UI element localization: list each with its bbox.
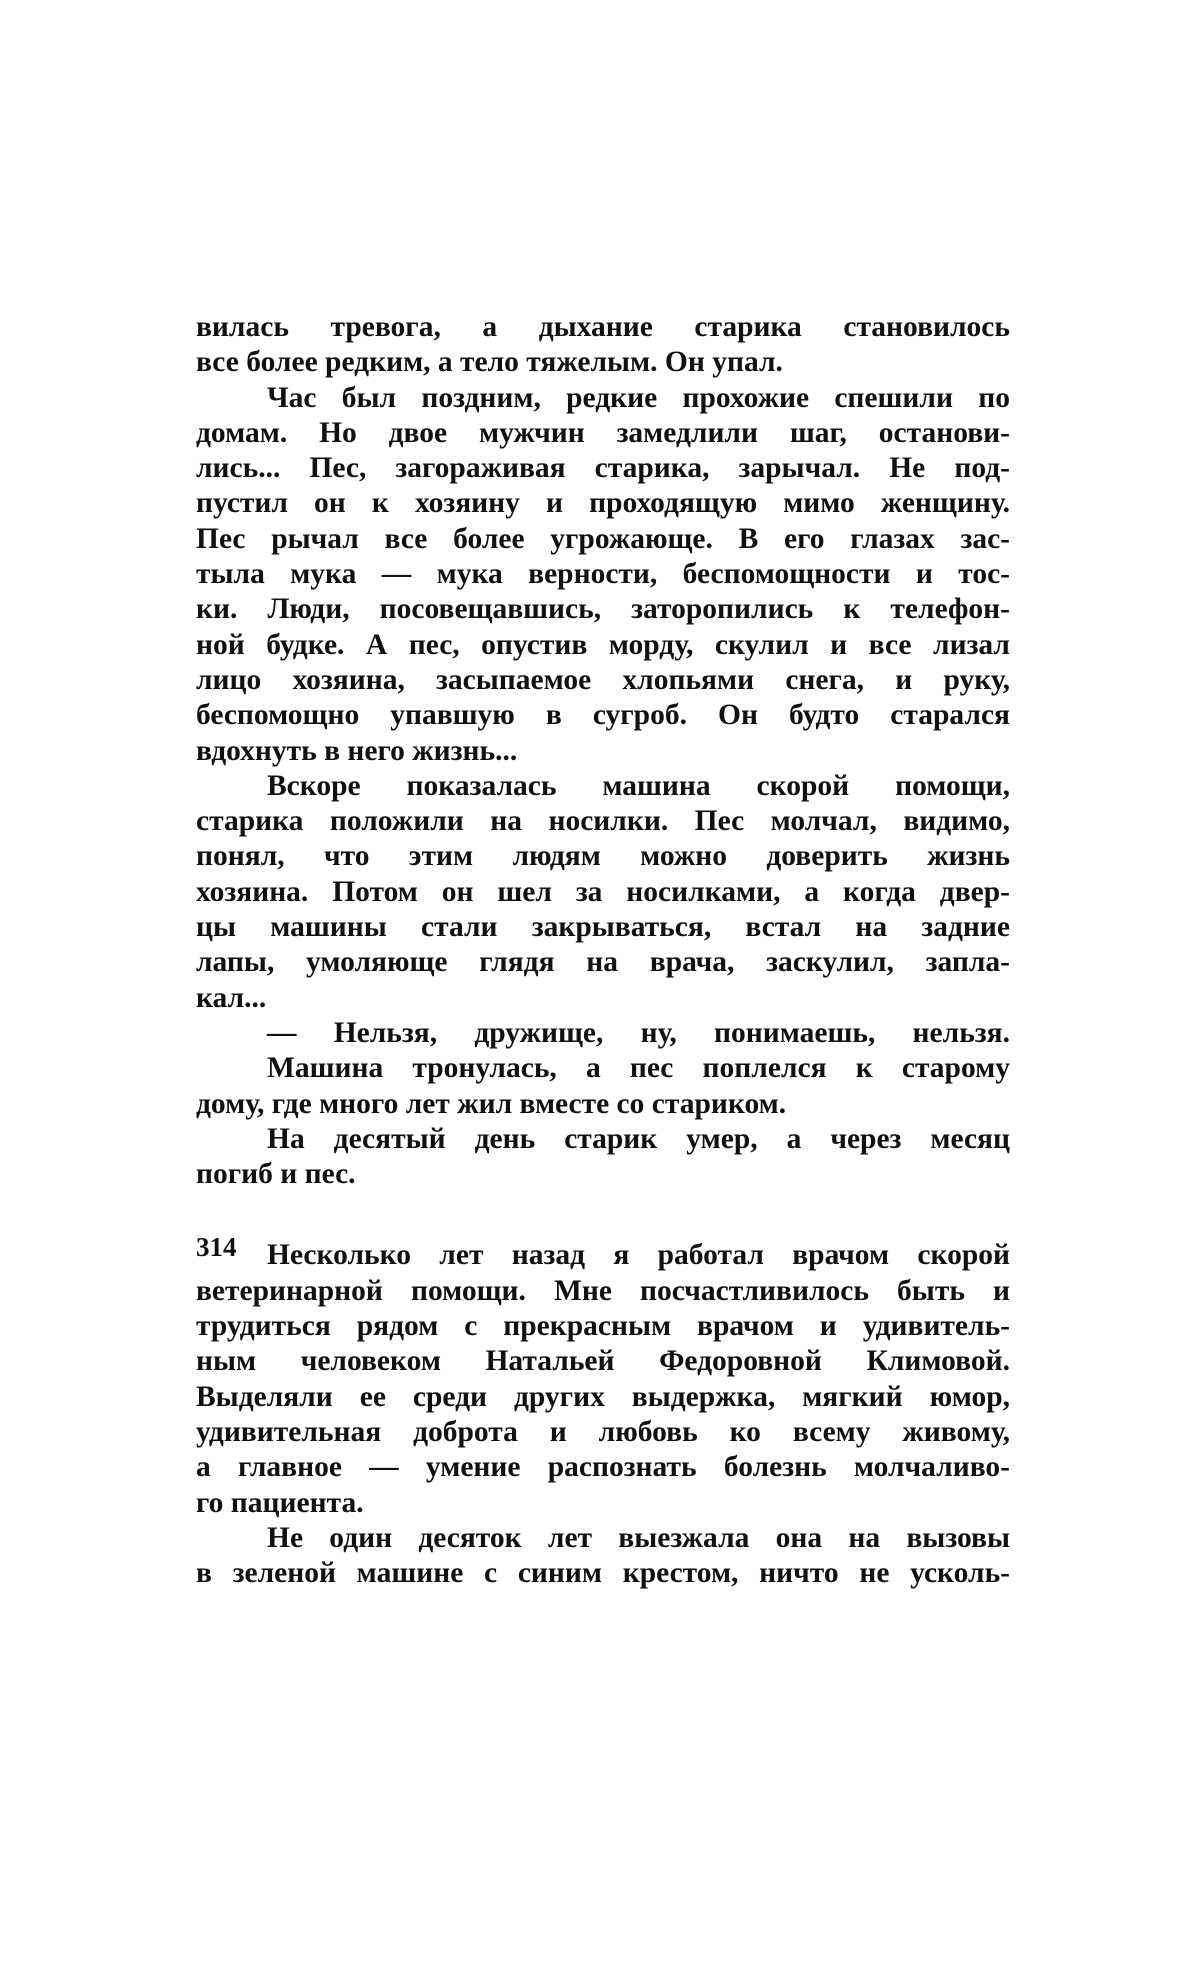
- text-line: беспомощно упавшую в сугроб. Он будто старался: [196, 699, 1010, 732]
- text-line: ки. Люди, посовещавшись, заторопились к телефон-: [196, 593, 1010, 626]
- text-line: лицо хозяина, засыпаемое хлопьями снега, и руку,: [196, 663, 1010, 696]
- page-number: 314: [196, 1232, 237, 1262]
- text-line: ной будке. А пес, опустив морду, скулил и все лизал: [196, 628, 1010, 661]
- text-line: старика положили на носилки. Пес молчал, видимо,: [196, 805, 1010, 838]
- text-line: Час был поздним, редкие прохожие спешили по: [267, 381, 1010, 414]
- text-line: Выделяли ее среди других выдержка, мягкий юмор,: [196, 1380, 1010, 1413]
- text-line: а главное — умение распознать болезнь молчаливо-: [196, 1451, 1010, 1484]
- text-line: лапы, умоляюще глядя на врача, заскулил, запла-: [196, 946, 1010, 979]
- section-break: [196, 1192, 1010, 1238]
- text-line: ным человеком Натальей Федоровной Климовой.: [196, 1345, 1010, 1378]
- dialogue-line: — Нельзя, дружище, ну, понимаешь, нельзя.: [267, 1016, 1010, 1049]
- text-line: хозяина. Потом он шел за носилками, а когда двер-: [196, 875, 1010, 908]
- text-line: дому, где много лет жил вместе со стариком.: [196, 1087, 787, 1120]
- text-line: тыла мука — мука верности, беспомощности и тос-: [196, 558, 1010, 591]
- text-line: вдохнуть в него жизнь...: [196, 734, 518, 767]
- text-line: Машина тронулась, а пес поплелся к старому: [267, 1052, 1010, 1085]
- text-line: го пациента.: [196, 1486, 364, 1519]
- text-line: цы машины стали закрываться, встал на задние: [196, 911, 1010, 944]
- text-line: удивительная доброта и любовь ко всему живому,: [196, 1415, 1010, 1448]
- text-line: На десятый день старик умер, а через месяц: [267, 1122, 1010, 1155]
- text-line: понял, что этим людям можно доверить жизнь: [196, 840, 1010, 873]
- text-line: кал...: [196, 981, 267, 1014]
- text-line: Не один десяток лет выезжала она на вызовы: [267, 1521, 1010, 1554]
- text-line: Пес рычал все более угрожающе. В его глазах зас-: [196, 522, 1010, 555]
- text-line: погиб и пес.: [196, 1158, 356, 1191]
- text-line: Несколько лет назад я работал врачом скорой: [267, 1239, 1010, 1272]
- text-line: ветеринарной помощи. Мне посчастливилось быть и: [196, 1274, 1010, 1307]
- text-line: домам. Но двое мужчин замедлили шаг, останови-: [196, 416, 1010, 449]
- text-line: все более редким, а тело тяжелым. Он упал.: [196, 346, 783, 379]
- page-text: [196, 310, 1010, 1591]
- text-line: пустил он к хозяину и проходящую мимо женщину.: [196, 487, 1010, 520]
- text-line: Вскоре показалась машина скорой помощи,: [267, 769, 1010, 802]
- text-line: лись... Пес, загораживая старика, зарычал. Не под-: [196, 452, 1010, 485]
- text-line: вилась тревога, а дыхание старика становилось: [196, 311, 1010, 343]
- text-line: трудиться рядом с прекрасным врачом и удивитель-: [196, 1310, 1010, 1343]
- text-line: в зеленой машине с синим крестом, ничто не усколь-: [196, 1557, 1010, 1590]
